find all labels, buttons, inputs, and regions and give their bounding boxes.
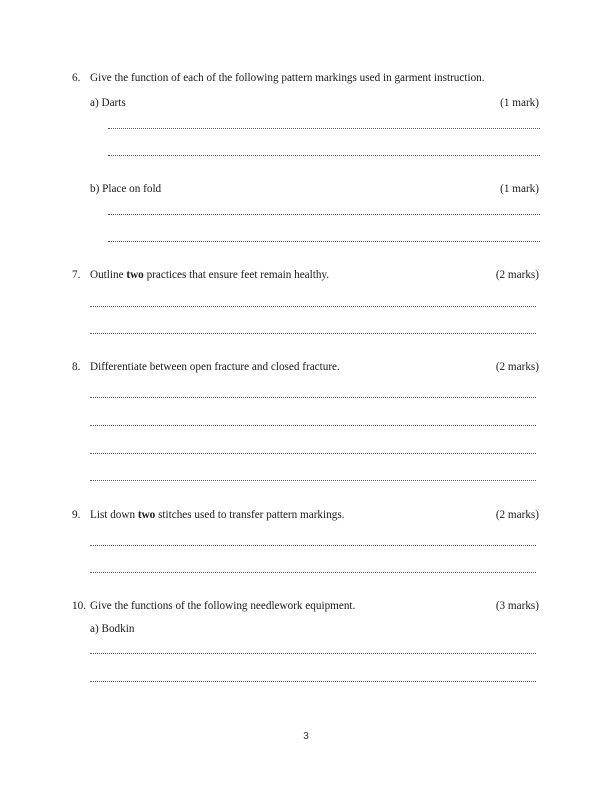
part-label: a) Bodkin [90,623,135,635]
question-number: 6. [72,72,81,84]
answer-line[interactable] [90,306,536,307]
emphasis-text: two [137,509,156,521]
question-text: Give the functions of the following needlework equipment. [90,600,356,612]
answer-line[interactable] [90,333,536,334]
question-number: 8. [72,361,81,373]
answer-line[interactable] [108,155,540,156]
marks-label: (1 mark) [500,183,539,195]
question-text [90,268,329,282]
question-text-part: practices that ensure feet remain healthy. [143,269,330,281]
answer-line[interactable] [90,572,536,573]
answer-line[interactable] [108,128,540,129]
question-number: 9. [72,509,81,521]
marks-label: (2 marks) [495,269,539,281]
part-label: b) Place on fold [90,183,162,195]
answer-line[interactable] [90,545,536,546]
question-text: Differentiate between open fracture and closed fracture. [90,361,340,373]
answer-line[interactable] [90,425,536,426]
question-text-part: Outline [90,269,127,281]
answer-line[interactable] [108,214,540,215]
question-text [90,508,344,522]
question-number: 7. [72,269,81,281]
question-text: Give the function of each of the following pattern markings used in garment instruction. [90,72,485,84]
answer-line[interactable] [90,397,536,398]
answer-line[interactable] [90,681,536,682]
answer-line[interactable] [90,653,536,654]
emphasis-text: two [126,269,144,281]
answer-line[interactable] [90,480,536,481]
marks-label: (2 marks) [495,509,539,521]
question-text-part: stitches used to transfer pattern markings. [155,509,345,521]
question-number: 10. [72,600,86,612]
page-number: 3 [303,731,309,742]
answer-line[interactable] [90,453,536,454]
marks-label: (3 marks) [495,600,539,612]
answer-line[interactable] [108,241,540,242]
question-text-part: List down [90,509,138,521]
marks-label: (2 marks) [495,361,539,373]
marks-label: (1 mark) [500,97,539,109]
part-label: a) Darts [90,97,126,109]
